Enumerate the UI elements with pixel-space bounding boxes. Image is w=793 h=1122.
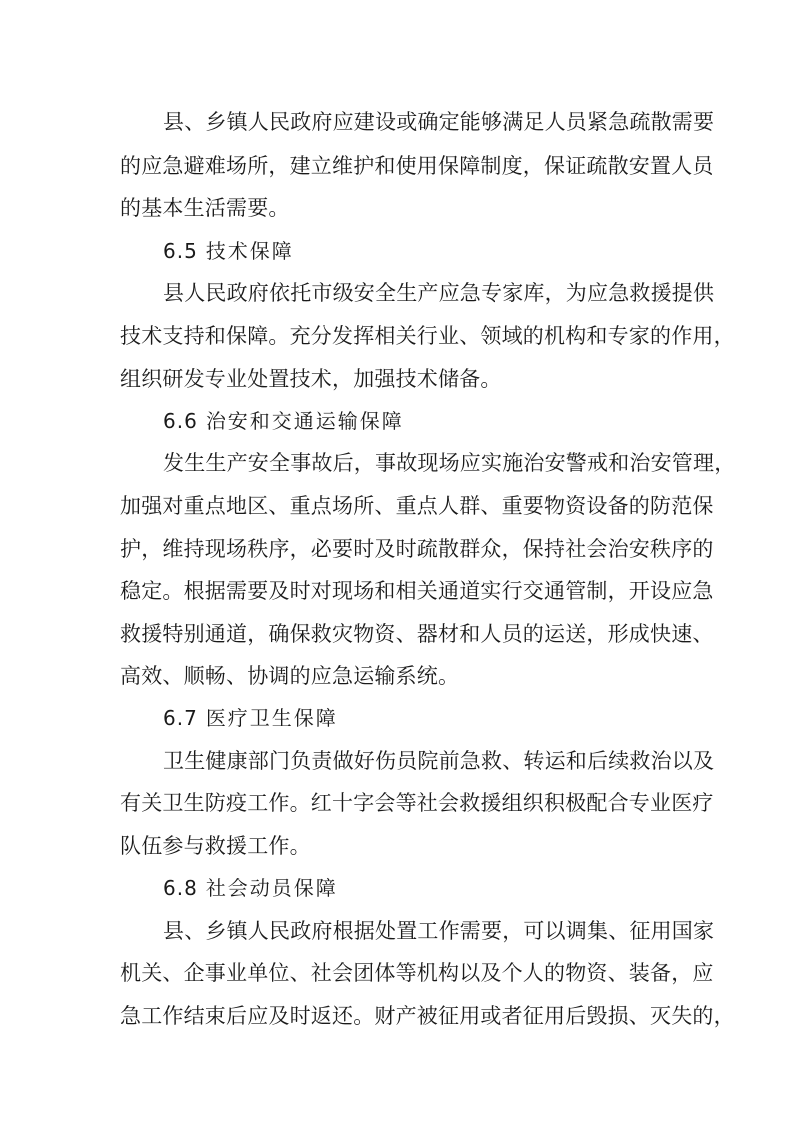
paragraph-line: 县、乡镇人民政府应建设或确定能够满足人员紧急疏散需要: [163, 110, 715, 134]
paragraph-line: 稳定。根据需要及时对现场和相关通道实行交通管制，开设应急: [120, 579, 714, 603]
section-number: 6.7: [163, 706, 198, 730]
paragraph-line: 急工作结束后应及时返还。财产被征用或者征用后毁损、灭失的，: [120, 1004, 735, 1028]
section-heading-6-8: [163, 873, 338, 903]
paragraph-line: 县人民政府依托市级安全生产应急专家库，为应急救援提供: [163, 281, 715, 305]
section-title: 社会动员保障: [205, 876, 338, 900]
paragraph-line: 县、乡镇人民政府根据处置工作需要，可以调集、征用国家: [163, 919, 715, 943]
paragraph-line: 发生生产安全事故后，事故现场应实施治安警戒和治安管理，: [163, 451, 736, 475]
section-title: 技术保障: [205, 239, 294, 263]
section-heading-6-5: [163, 236, 294, 266]
section-number: 6.6: [163, 409, 198, 433]
paragraph-line: 卫生健康部门负责做好伤员院前急救、转运和后续救治以及: [163, 749, 715, 773]
section-title: 医疗卫生保障: [205, 706, 338, 730]
paragraph-line: 组织研发专业处置技术，加强技术储备。: [120, 367, 502, 391]
paragraph-line: 的基本生活需要。: [120, 196, 290, 220]
paragraph-line: 队伍参与救援工作。: [120, 834, 311, 858]
paragraph-line: 高效、顺畅、协调的应急运输系统。: [120, 664, 460, 688]
paragraph-line: 技术支持和保障。充分发挥相关行业、领域的机构和专家的作用，: [120, 324, 735, 348]
paragraph-line: 加强对重点地区、重点场所、重点人群、重要物资设备的防范保: [120, 494, 714, 518]
paragraph-line: 护，维持现场秩序，必要时及时疏散群众，保持社会治安秩序的: [120, 537, 714, 561]
paragraph-line: 机关、企事业单位、社会团体等机构以及个人的物资、装备，应: [120, 961, 714, 985]
section-number: 6.5: [163, 239, 198, 263]
paragraph-line: 有关卫生防疫工作。红十字会等社会救援组织积极配合专业医疗: [120, 791, 714, 815]
paragraph-line: 的应急避难场所，建立维护和使用保障制度，保证疏散安置人员: [120, 154, 714, 178]
section-heading-6-6: [163, 406, 404, 436]
section-number: 6.8: [163, 876, 198, 900]
section-heading-6-7: [163, 703, 338, 733]
section-title: 治安和交通运输保障: [205, 409, 404, 433]
paragraph-line: 救援特别通道，确保救灾物资、器材和人员的运送，形成快速、: [120, 622, 714, 646]
